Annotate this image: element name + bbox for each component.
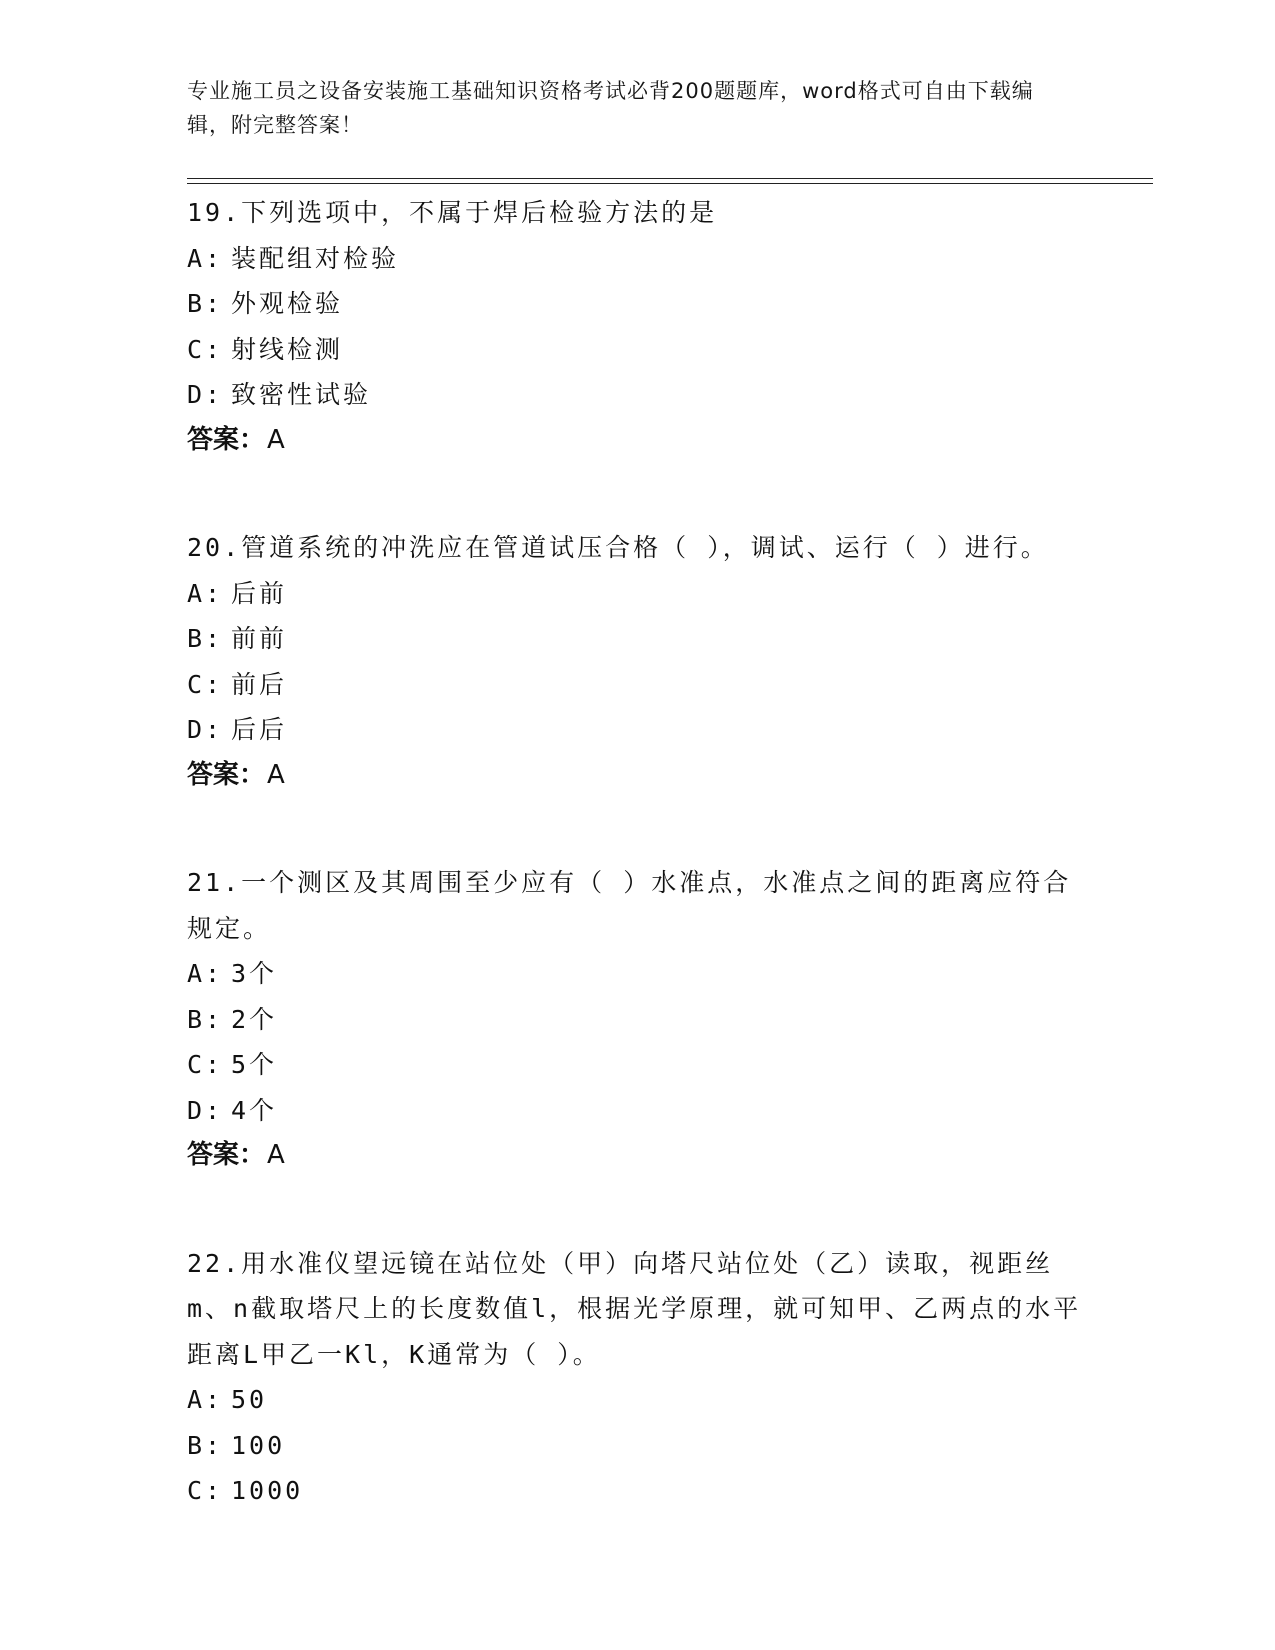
question-stem: 21.一个测区及其周围至少应有（ ）水准点，水准点之间的距离应符合规定。 (187, 868, 1072, 943)
option-letter: C: (187, 1476, 224, 1505)
option-text: 前前 (231, 624, 288, 653)
option-letter: A: (187, 1385, 224, 1414)
answer-value: A (267, 759, 285, 790)
answer-value: A (267, 1140, 285, 1170)
option-letter: D: (187, 1095, 224, 1125)
option-b (187, 281, 1087, 327)
option-text: 100 (231, 1430, 286, 1460)
option-a (187, 571, 1087, 617)
option-b (187, 1423, 1087, 1469)
document-header: 专业施工员之设备安装施工基础知识资格考试必背200题题库，word格式可自由下载编辑，附完整答案！ (187, 79, 1034, 137)
option-text: 后后 (231, 715, 288, 744)
option-letter: D: (187, 380, 224, 409)
option-text: 1000 (231, 1476, 304, 1505)
option-text: 射线检测 (231, 334, 344, 364)
option-b (187, 997, 1087, 1043)
answer-line (187, 753, 1087, 799)
option-letter: D: (187, 715, 224, 744)
header-divider-bottom (187, 183, 1153, 184)
option-c (187, 662, 1087, 708)
option-b (187, 616, 1087, 662)
option-letter: B: (187, 624, 224, 653)
option-text: 装配组对检验 (231, 243, 400, 273)
question-list (187, 190, 1087, 1536)
option-letter: A: (187, 243, 224, 273)
question-gap (187, 485, 1087, 525)
option-text: 致密性试验 (231, 380, 372, 409)
option-letter: C: (187, 669, 224, 699)
question-19 (187, 190, 1087, 463)
answer-line (187, 418, 1087, 464)
option-letter: B: (187, 1430, 224, 1460)
answer-label: 答案： (187, 759, 266, 790)
option-text: 外观检验 (231, 289, 344, 318)
header-divider-top (187, 178, 1153, 179)
answer-label: 答案： (187, 1140, 266, 1170)
answer-label: 答案： (187, 424, 266, 455)
option-a (187, 951, 1087, 997)
option-c (187, 327, 1087, 373)
option-letter: A: (187, 959, 224, 988)
option-text: 后前 (231, 578, 288, 608)
option-text: 50 (231, 1385, 268, 1414)
option-text: 2个 (231, 1004, 278, 1034)
option-text: 前后 (231, 669, 288, 699)
option-d (187, 1088, 1087, 1134)
option-c (187, 1042, 1087, 1088)
option-letter: B: (187, 1004, 224, 1034)
question-stem: 20.管道系统的冲洗应在管道试压合格（ ），调试、运行（ ）进行。 (187, 533, 1049, 562)
question-gap (187, 1201, 1087, 1241)
option-a (187, 236, 1087, 282)
question-gap (187, 820, 1087, 860)
option-letter: C: (187, 334, 224, 364)
question-stem: 19.下列选项中，不属于焊后检验方法的是 (187, 198, 718, 227)
option-text: 3个 (231, 959, 278, 988)
option-letter: B: (187, 289, 224, 318)
answer-line (187, 1133, 1087, 1179)
option-a (187, 1377, 1087, 1423)
option-d (187, 707, 1087, 753)
question-21 (187, 860, 1087, 1179)
option-text: 4个 (231, 1095, 278, 1125)
question-22 (187, 1241, 1087, 1514)
question-20 (187, 525, 1087, 798)
option-letter: C: (187, 1050, 224, 1079)
option-text: 5个 (231, 1050, 278, 1079)
option-d (187, 372, 1087, 418)
option-c (187, 1468, 1087, 1514)
answer-value: A (267, 424, 285, 455)
option-letter: A: (187, 578, 224, 608)
question-stem: 22.用水准仪望远镜在站位处（甲）向塔尺站位处（乙）读取，视距丝m、n截取塔尺上的长度数值l，根据光学原理，就可知甲、乙两点的水平距离L甲乙一Kl，K通常为（ ）。 (187, 1248, 1082, 1369)
